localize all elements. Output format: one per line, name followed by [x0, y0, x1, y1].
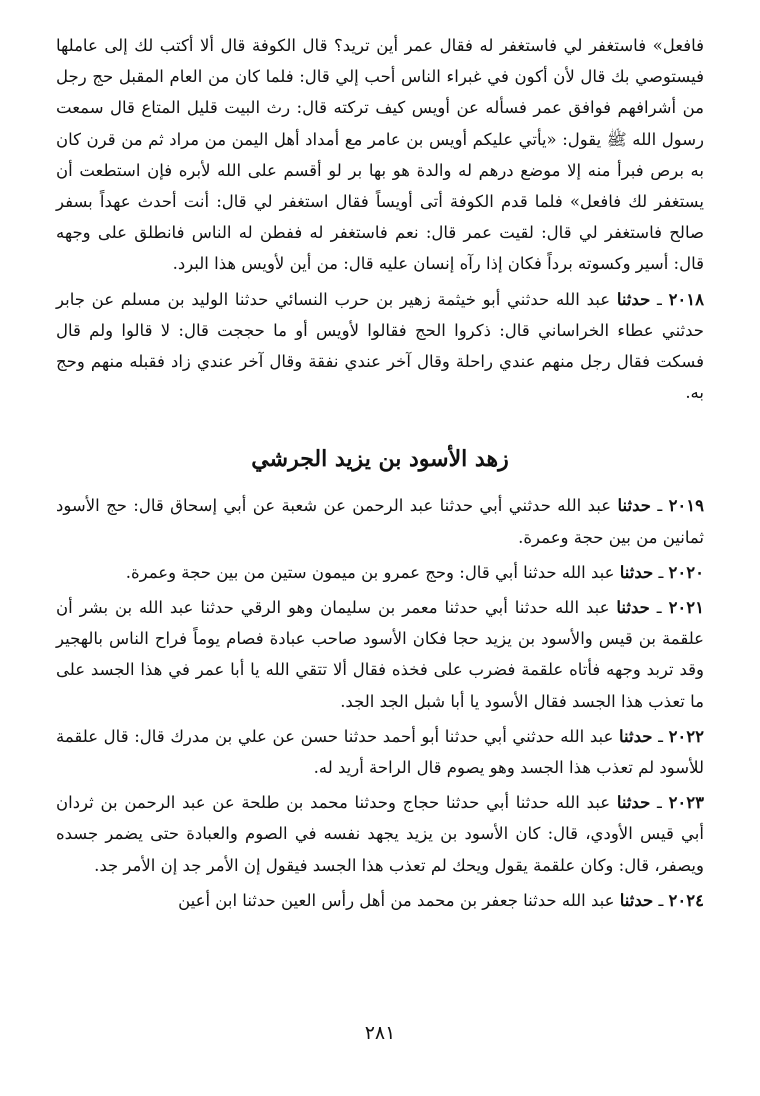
hadith-2022: ٢٠٢٢ ـ حدثنا عبد الله حدثني أبي حدثنا أبو أحمد حدثنا حسن عن علي بن مدرك قال: قال علقمة للأسود لم تعذب هذا الجسد وهو يصوم قال الراحة أريد له. [56, 726, 705, 778]
hadith-number: ٢٠٢١ [668, 598, 705, 618]
paragraph-continued [56, 30, 704, 280]
hadith-2024: ٢٠٢٤ ـ حدثنا عبد الله حدثنا جعفر بن محمد من أهل رأس العين حدثنا ابن أعين [178, 890, 704, 910]
hadith-text: عبد الله حدثنا أبي حدثنا معمر بن سليمان وهو الرقي حدثنا عبد الله بن بشر أن علقمة بن قيس والأسود بن يزيد حجا فكان الأسود صاحب عبادة فصام يوماً فراح الناس بالهجير وقد تربد وجهه فأتاه علقمة فضرب على فخذه فقال ألا تتقي الله يا أبا عمر في هذا الجسد على ما تعذب هذا الجسد فقال الأسود يا أبا شبل الجد الجد. [56, 598, 704, 711]
hadith-text: عبد الله حدثنا جعفر بن محمد من أهل رأس العين حدثنا ابن أعين [178, 890, 615, 910]
hadith-text: عبد الله حدثني أبي حدثنا أبو أحمد حدثنا حسن عن علي بن مدرك قال: قال علقمة للأسود لم تعذب هذا الجسد وهو يصوم قال الراحة أريد له. [56, 726, 704, 778]
hadith-keyword: حدثنا [616, 598, 650, 618]
hadith-number: ٢٠٢٠ [668, 562, 704, 582]
hadith-text: عبد الله حدثنا أبي قال: وحج عمرو بن ميمون ستين من بين حجة وعمرة. [125, 562, 615, 582]
hadith-text: عبد الله حدثني أبي حدثنا عبد الرحمن عن شعبة عن أبي إسحاق قال: حج الأسود ثمانين من بين حجة وعمرة. [56, 496, 704, 547]
hadith-number: ٢٠٢٣ [668, 793, 705, 813]
hadith-number: ٢٠٢٢ [668, 726, 705, 746]
hadith-2020: ٢٠٢٠ ـ حدثنا عبد الله حدثنا أبي قال: وحج عمرو بن ميمون ستين من بين حجة وعمرة. [125, 562, 704, 582]
hadith-number: ٢٠١٩ [668, 496, 705, 516]
hadith-2018: ٢٠١٨ ـ حدثنا عبد الله حدثني أبو خيثمة زهير بن حرب النسائي حدثنا الوليد بن مسلم عن جابر حدثني عطاء الخراساني قال: ذكروا الحج فقالوا لأويس أو ما حججت قال: لا قالوا ولم قال فسكت فقال رجل منهم عندي راحلة وقال آخر عندي نفقة وقال آخر عندي زاد فقبله منهم وحج به. [56, 289, 705, 403]
section-heading: زهد الأسود بن يزيد الجرشي [251, 446, 509, 473]
hadith-number: ٢٠٢٤ [668, 890, 704, 910]
page-number: ٢٨١ [364, 1022, 396, 1044]
hadith-number: ٢٠١٨ [668, 289, 705, 309]
page-body [56, 30, 704, 916]
hadith-keyword: حدثنا [619, 890, 654, 910]
hadith-keyword: حدثنا [619, 562, 654, 582]
hadith-text: عبد الله حدثنا أبي حدثنا حجاج وحدثنا محمد بن طلحة عن عبد الرحمن بن ثردان أبي قيس الأودي، قال: كان الأسود بن يزيد يجهد نفسه في الصوم والعبادة حتى يضمر جسده ويصفر، قال: وكان علقمة يقول ويحك لم تعذب هذا الجسد فيقول إن الأمر جد إن الأمر جد. [56, 793, 704, 875]
hadith-keyword: حدثنا [618, 726, 653, 746]
hadith-2019: ٢٠١٩ ـ حدثنا عبد الله حدثني أبي حدثنا عبد الرحمن عن شعبة عن أبي إسحاق قال: حج الأسود ثمانين من بين حجة وعمرة. [56, 496, 705, 547]
hadith-keyword: حدثنا [617, 496, 651, 516]
hadith-keyword: حدثنا [616, 793, 651, 813]
hadith-text: عبد الله حدثني أبو خيثمة زهير بن حرب النسائي حدثنا الوليد بن مسلم عن جابر حدثني عطاء الخراساني قال: ذكروا الحج فقالوا لأويس أو ما حججت قال: لا قالوا ولم قال فسكت فقال رجل منهم عندي راحلة وقال آخر عندي نفقة وقال آخر عندي زاد فقبله منهم وحج به. [56, 289, 704, 403]
hadith-2021: ٢٠٢١ ـ حدثنا عبد الله حدثنا أبي حدثنا معمر بن سليمان وهو الرقي حدثنا عبد الله بن بشر أن علقمة بن قيس والأسود بن يزيد حجا فكان الأسود صاحب عبادة فصام يوماً فراح الناس بالهجير وقد تربد وجهه فأتاه علقمة فضرب على فخذه فقال ألا تتقي الله يا أبا عمر في هذا الجسد على ما تعذب هذا الجسد فقال الأسود يا أبا شبل الجد الجد. [56, 598, 705, 711]
hadith-2023: ٢٠٢٣ ـ حدثنا عبد الله حدثنا أبي حدثنا حجاج وحدثنا محمد بن طلحة عن عبد الرحمن بن ثردان أبي قيس الأودي، قال: كان الأسود بن يزيد يجهد نفسه في الصوم والعبادة حتى يضمر جسده ويصفر، قال: وكان علقمة يقول ويحك لم تعذب هذا الجسد فيقول إن الأمر جد إن الأمر جد. [56, 793, 705, 875]
paragraph-text: فافعل» فاستغفر لي فاستغفر له فقال عمر أين تريد؟ قال الكوفة قال ألا أكتب لك إلى عاملها فيستوصي بك قال لأن أكون في غبراء الناس أحب إلي قال: فلما كان من العام المقبل حج رجل من أشرافهم فوافق عمر فسأله عن أويس كيف تركته قال: رث البيت قليل المتاع قال سمعت رسول الله ﷺ يقول: «يأتي عليكم أويس بن عامر مع أمداد أهل اليمن من مراد ثم من قرن كان به برص فبرأ منه إلا موضع درهم له والدة هو بها بر لو أقسم على الله لأبره فإن استطعت أن يستغفر لك فافعل» فلما قدم الكوفة أتى أويساً فقال استغفر لي قال: أنت أحدث عهداً بسفر صالح فاستغفر لي قال: لقيت عمر قال: نعم فاستغفر له ففطن له الناس فانطلق على وجهه قال: أسير وكسوته برداً فكان إذا رآه إنسان عليه قال: من أين لأويس هذا البرد. [56, 36, 704, 274]
hadith-keyword: حدثنا [616, 289, 651, 309]
